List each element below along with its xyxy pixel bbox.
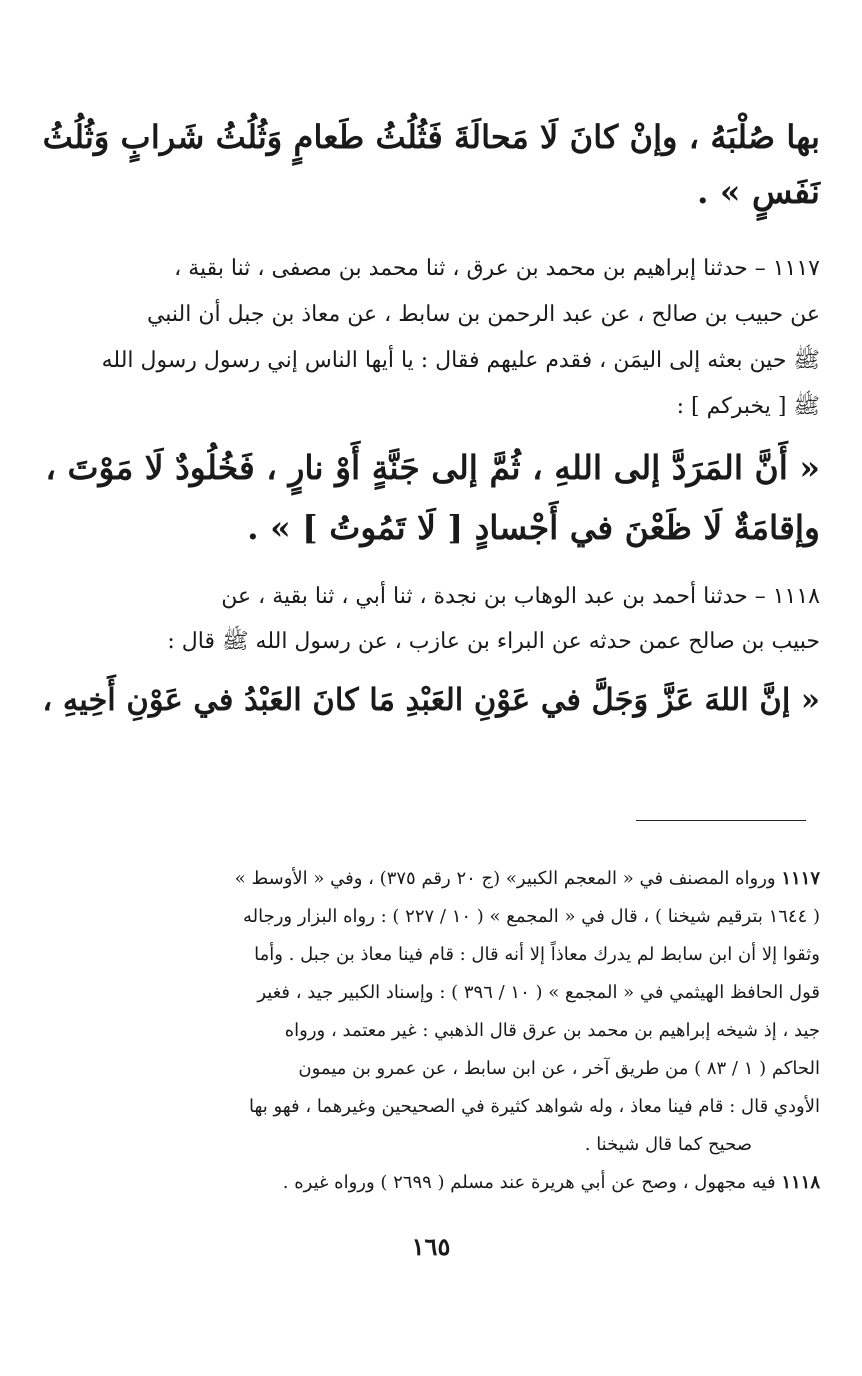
hadith-1117-matn-line-1: « أَنَّ المَرَدَّ إلى اللهِ ، ثُمَّ إلى جَنَّةٍ أَوْ نارٍ ، فَخُلُودٌ لَا مَوْتَ ، (45, 448, 820, 487)
footnote-1117-line-8: صحيح كما قال شيخنا . (584, 1134, 752, 1155)
footnote-1117-text: ورواه المصنف في « المعجم الكبير» (ج ٢٠ رقم ٣٧٥) ، وفي « الأوسط » (234, 868, 776, 889)
footnote-1117-number: ١١١٧ (781, 868, 820, 889)
hadith-1118-isnad-line-1: ١١١٨ – حدثنا أحمد بن عبد الوهاب بن نجدة ، ثنا أبي ، ثنا بقية ، عن (221, 584, 820, 609)
footnote-1117-line-3: وثقوا إلا أن ابن سابط لم يدرك معاذاً إلا أنه قال : قام فينا معاذ بن جبل . وأما (254, 944, 820, 965)
footnote-1117-line-7: الأودي قال : قام فينا معاذ ، وله شواهد كثيرة في الصحيحين وغيرهما ، فهو بها (248, 1096, 820, 1117)
footnote-1117-line-4: قول الحافظ الهيثمي في « المجمع » ( ١٠ / ٣٩٦ ) : وإسناد الكبير جيد ، فغير (257, 982, 820, 1003)
footnote-1117-line-5: جيد ، إذ شيخه إبراهيم بن محمد بن عرق قال الذهبي : غير معتمد ، ورواه (284, 1020, 820, 1041)
footnote-separator (636, 820, 806, 821)
footnote-1118-text: فيه مجهول ، وصح عن أبي هريرة عند مسلم ( ٢٦٩٩ ) ورواه غيره . (282, 1172, 776, 1193)
footnote-1117-line-2: ( ١٦٤٤ بترقيم شيخنا ) ، قال في « المجمع » ( ١٠ / ٢٢٧ ) : رواه البزار ورجاله (242, 906, 820, 927)
hadith-1117-isnad-line-2: عن حبيب بن صالح ، عن عبد الرحمن بن سابط ، عن معاذ بن جبل أن النبي (146, 302, 820, 327)
footnote-1118-line-1 (283, 1170, 820, 1195)
footnote-1117-line-6: الحاكم ( ١ / ٨٣ ) من طريق آخر ، عن ابن سابط ، عن عمرو بن ميمون (298, 1058, 820, 1079)
hadith-1118-isnad-line-2: حبيب بن صالح عمن حدثه عن البراء بن عازب ، عن رسول الله ﷺ قال : (167, 629, 820, 654)
top-text-line-1: بها صُلْبَهُ ، وإنْ كانَ لَا مَحالَةَ فَثُلُثُ طَعامٍ وَثُلُثُ شَرابٍ وَثُلُثُ (42, 118, 820, 156)
hadith-1117-matn-line-2: وإقامَةٌ لَا ظَعْنَ في أَجْسادٍ [ لَا تَمُوتُ ] » . (247, 508, 820, 547)
hadith-1117-isnad-line-1: ١١١٧ – حدثنا إبراهيم بن محمد بن عرق ، ثنا محمد بن مصفى ، ثنا بقية ، (174, 256, 820, 281)
hadith-1117-isnad-line-4: ﷺ [ يخبركم ] : (676, 394, 820, 419)
footnote-1117-line-1 (235, 866, 820, 891)
hadith-1118-matn-line-1: « إنَّ اللهَ عَزَّ وَجَلَّ في عَوْنِ العَبْدِ مَا كانَ العَبْدُ في عَوْنِ أَخِيهِ ، (42, 682, 820, 718)
hadith-1117-isnad-line-3: ﷺ حين بعثه إلى اليمَن ، فقدم عليهم فقال : يا أيها الناس إني رسول رسول الله (101, 348, 820, 373)
footnote-1118-number: ١١١٨ (781, 1172, 820, 1193)
top-text-line-2: نَفَسٍ » . (696, 172, 820, 211)
page-number: ١٦٥ (411, 1232, 451, 1261)
